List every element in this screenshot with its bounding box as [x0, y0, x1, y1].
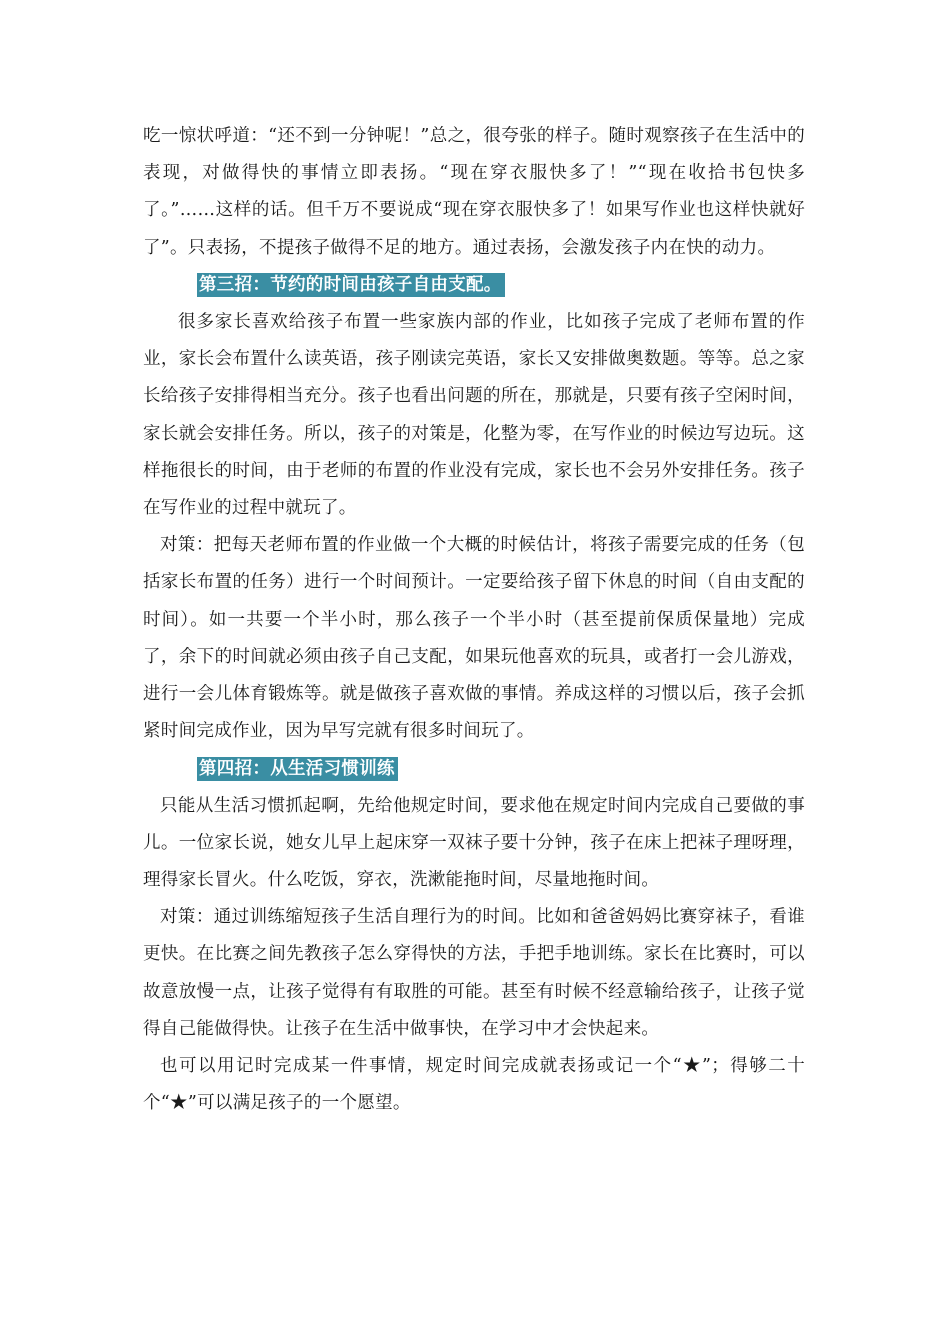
- heading-fourth-tip: 第四招：从生活习惯训练: [197, 757, 398, 781]
- paragraph-praise-speed: 吃一惊状呼道：“还不到一分钟呢！”总之，很夸张的样子。随时观察孩子在生活中的表现，对做得快的事情立即表扬。“现在穿衣服快多了！”“现在收拾书包快多了。”……这样的话。但千万不要说成“现在穿衣服快多了！如果写作业也这样快就好了”。只表扬，不提孩子做得不足的地方。通过表扬，会激发孩子内在快的动力。: [143, 126, 805, 258]
- paragraph-strategy-training: 对策：通过训练缩短孩子生活自理行为的时间。比如和爸爸妈妈比赛穿袜子，看谁更快。在比赛之间先教孩子怎么穿得快的方法，手把手地训练。家长在比赛时，可以故意放慢一点，让孩子觉得有有取胜的可能。甚至有时候不经意输给孩子，让孩子觉得自己能做得快。让孩子在生活中做事快，在学习中才会快起来。: [143, 907, 805, 1039]
- heading-third-tip-wrap: [143, 267, 805, 304]
- heading-fourth-tip-wrap: [143, 750, 805, 787]
- paragraph-star-reward: 也可以用记时完成某一件事情，规定时间完成就表扬或记一个“★”；得够二十个“★”可以满足孩子的一个愿望。: [143, 1056, 805, 1114]
- heading-third-tip: 第三招：节约的时间由孩子自由支配。: [197, 273, 505, 297]
- paragraph-family-homework: 很多家长喜欢给孩子布置一些家族内部的作业，比如孩子完成了老师布置的作业，家长会布置什么读英语，孩子刚读完英语，家长又安排做奥数题。等等。总之家长给孩子安排得相当充分。孩子也看出问题的所在，那就是，只要有孩子空闲时间，家长就会安排任务。所以，孩子的对策是，化整为零，在写作业的时候边写边玩。这样拖很长的时间，由于老师的布置的作业没有完成，家长也不会另外安排任务。孩子在写作业的过程中就玩了。: [143, 312, 805, 519]
- document-body: [143, 118, 805, 1122]
- paragraph-daily-habits: 只能从生活习惯抓起啊，先给他规定时间，要求他在规定时间内完成自己要做的事儿。一位家长说，她女儿早上起床穿一双袜子要十分钟，孩子在床上把袜子理呀理，理得家长冒火。什么吃饭，穿衣，洗漱能拖时间，尽量地拖时间。: [143, 795, 805, 891]
- paragraph-strategy-free-time: 对策：把每天老师布置的作业做一个大概的时候估计，将孩子需要完成的任务（包括家长布置的任务）进行一个时间预计。一定要给孩子留下休息的时间（自由支配的时间）。如一共要一个半小时，那么孩子一个半小时（甚至提前保质保量地）完成了，余下的时间就必须由孩子自己支配，如果玩他喜欢的玩具，或者打一会儿游戏，进行一会儿体育锻炼等。就是做孩子喜欢做的事情。养成这样的习惯以后，孩子会抓紧时间完成作业，因为早写完就有很多时间玩了。: [143, 535, 805, 742]
